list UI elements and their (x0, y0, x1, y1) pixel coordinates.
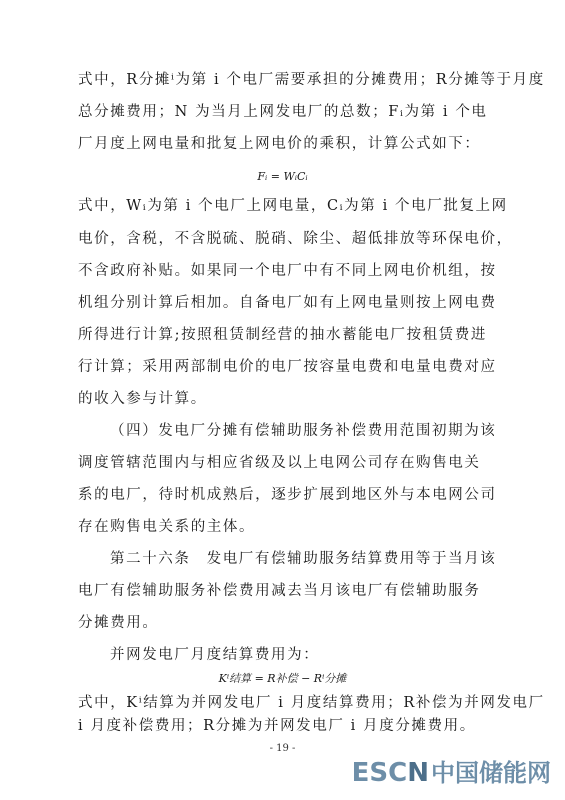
paragraph-line: 式中，R分摊ⁱ为第 i 个电厂需要承担的分摊费用；R分摊等于月度 (78, 72, 545, 88)
paragraph-line: 电价，含税，不含脱硫、脱硝、除尘、超低排放等环保电价， (78, 231, 513, 247)
paragraph-line: 系的电厂，待时机成熟后，逐步扩展到地区外与本电网公司 (78, 487, 497, 503)
paragraph-line: 式中，Kⁱ结算为并网发电厂 i 月度结算费用；R补偿为并网发电厂 (78, 695, 545, 711)
watermark-n: N (407, 758, 429, 788)
paragraph-line: 所得进行计算;按照租赁制经营的抽水蓄能电厂按租赁费进 (78, 327, 487, 343)
paragraph-line: 式中，Wᵢ为第 i 个电厂上网电量，Cᵢ为第 i 个电厂批复上网 (78, 198, 508, 214)
formula-f: Fᵢ = WᵢCᵢ (257, 170, 308, 183)
paragraph-line: 存在购售电关系的主体。 (78, 519, 256, 535)
paragraph-line: 电厂有偿辅助服务补偿费用减去当月该电厂有偿辅助服务 (78, 583, 481, 599)
paragraph-line: i 月度补偿费用；R分摊为并网发电厂 i 月度分摊费用。 (78, 718, 476, 734)
paragraph-line: 不含政府补贴。如果同一个电厂中有不同上网电价机组，按 (78, 263, 497, 279)
watermark-logo (352, 758, 551, 788)
paragraph-line: （四）发电厂分摊有偿辅助服务补偿费用范围初期为该 (110, 423, 497, 439)
paragraph-line: 调度管辖范围内与相应省级及以上电网公司存在购售电关 (78, 455, 481, 471)
paragraph-line: 并网发电厂月度结算费用为： (110, 647, 320, 663)
paragraph-line: 第二十六条 发电厂有偿辅助服务结算费用等于当月该 (110, 551, 497, 567)
watermark-esc: ESC (351, 758, 408, 788)
paragraph-line: 行计算；采用两部制电价的电厂按容量电费和电量电费对应 (78, 359, 497, 375)
paragraph-line: 总分摊费用；N 为当月上网发电厂的总数；Fᵢ为第 i 个电 (78, 104, 488, 120)
paragraph-line: 的收入参与计算。 (78, 391, 207, 407)
paragraph-line: 分摊费用。 (78, 615, 159, 631)
page-number: - 19 - (269, 743, 296, 754)
paragraph-line: 机组分别计算后相加。自备电厂如有上网电量则按上网电费 (78, 295, 497, 311)
paragraph-line: 厂月度上网电量和批复上网电价的乘积，计算公式如下： (78, 136, 481, 152)
formula-k: Kⁱ结算 = R补偿 − Rⁱ分摊 (218, 672, 347, 685)
watermark-cn: 中国储能网 (431, 759, 551, 787)
